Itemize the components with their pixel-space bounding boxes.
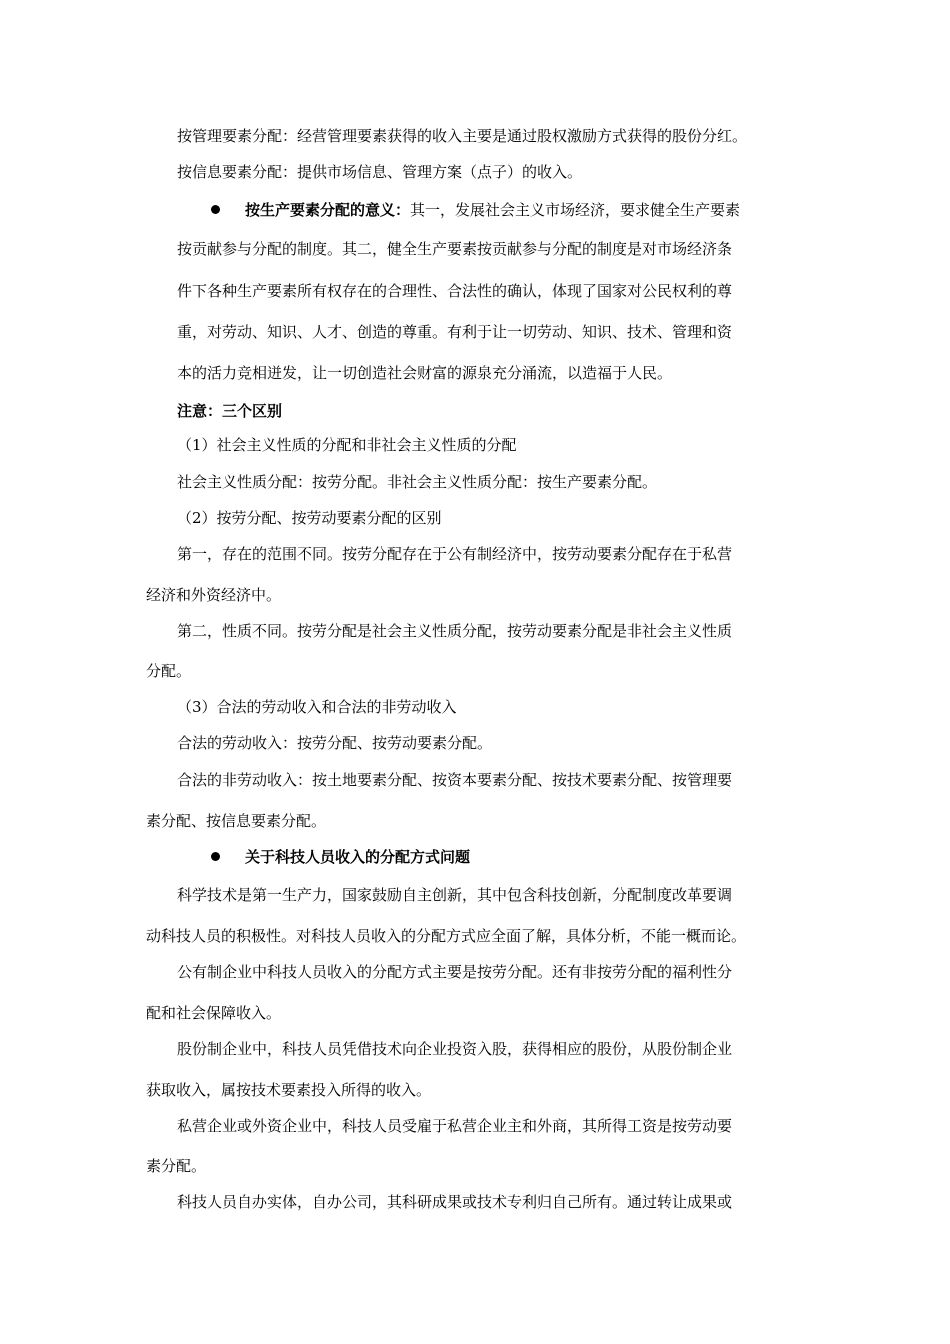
text-run: 其一，发展社会主义市场经济，要求健全生产要素 [410,201,741,219]
bullet-paragraph-heading [211,847,950,867]
text-line: 股份制企业中，科技人员凭借技术向企业投资入股，获得相应的股份，从股份制企业 [177,1040,733,1058]
text-line: 按信息要素分配：提供市场信息、管理方案（点子）的收入。 [177,163,583,181]
text-line: 合法的非劳动收入：按土地要素分配、按资本要素分配、按技术要素分配、按管理要 [177,771,733,789]
text-line: 私营企业或外资企业中，科技人员受雇于私营企业主和外商，其所得工资是按劳动要 [177,1117,733,1135]
text-line: （2）按劳分配、按劳动要素分配的区别 [177,509,442,527]
text-line: 获取收入，属按技术要素投入所得的收入。 [146,1081,432,1099]
text-line: 件下各种生产要素所有权存在的合理性、合法性的确认，体现了国家对公民权利的尊 [177,282,733,300]
text-line: 素分配。 [146,1157,207,1175]
bullet-paragraph-heading [211,200,950,220]
text-line: 科技人员自办实体，自办公司，其科研成果或技术专利归自己所有。通过转让成果或 [177,1193,733,1211]
text-line: 科学技术是第一生产力，国家鼓励自主创新，其中包含科技创新，分配制度改革要调 [177,886,733,904]
text-line: （1）社会主义性质的分配和非社会主义性质的分配 [177,436,517,454]
text-line: 社会主义性质分配：按劳分配。非社会主义性质分配：按生产要素分配。 [177,473,658,491]
section-heading: 按生产要素分配的意义： [245,201,411,219]
note-heading: 注意：三个区别 [177,402,283,420]
text-line: 动科技人员的积极性。对科技人员收入的分配方式应全面了解，具体分析，不能一概而论。 [146,927,747,945]
text-line: 第二，性质不同。按劳分配是社会主义性质分配，按劳动要素分配是非社会主义性质 [177,622,733,640]
text-line: 素分配、按信息要素分配。 [146,812,327,830]
text-line: 合法的劳动收入：按劳分配、按劳动要素分配。 [177,734,493,752]
bullet-icon [211,205,220,214]
text-line: 按贡献参与分配的制度。其二，健全生产要素按贡献参与分配的制度是对市场经济条 [177,240,733,258]
text-line: 公有制企业中科技人员收入的分配方式主要是按劳分配。还有非按劳分配的福利性分 [177,963,733,981]
text-line: 重，对劳动、知识、人才、创造的尊重。有利于让一切劳动、知识、技术、管理和资 [177,323,733,341]
bullet-icon [211,852,220,861]
text-line: 经济和外资经济中。 [146,586,282,604]
section-heading: 关于科技人员收入的分配方式问题 [245,848,471,866]
text-line: 分配。 [146,662,192,680]
text-line: 按管理要素分配：经营管理要素获得的收入主要是通过股权激励方式获得的股份分红。 [177,127,748,145]
text-line: 本的活力竞相迸发，让一切创造社会财富的源泉充分涌流，以造福于人民。 [177,364,673,382]
text-line: 第一，存在的范围不同。按劳分配存在于公有制经济中，按劳动要素分配存在于私营 [177,545,733,563]
text-line: （3）合法的劳动收入和合法的非劳动收入 [177,698,457,716]
text-line: 配和社会保障收入。 [146,1004,282,1022]
